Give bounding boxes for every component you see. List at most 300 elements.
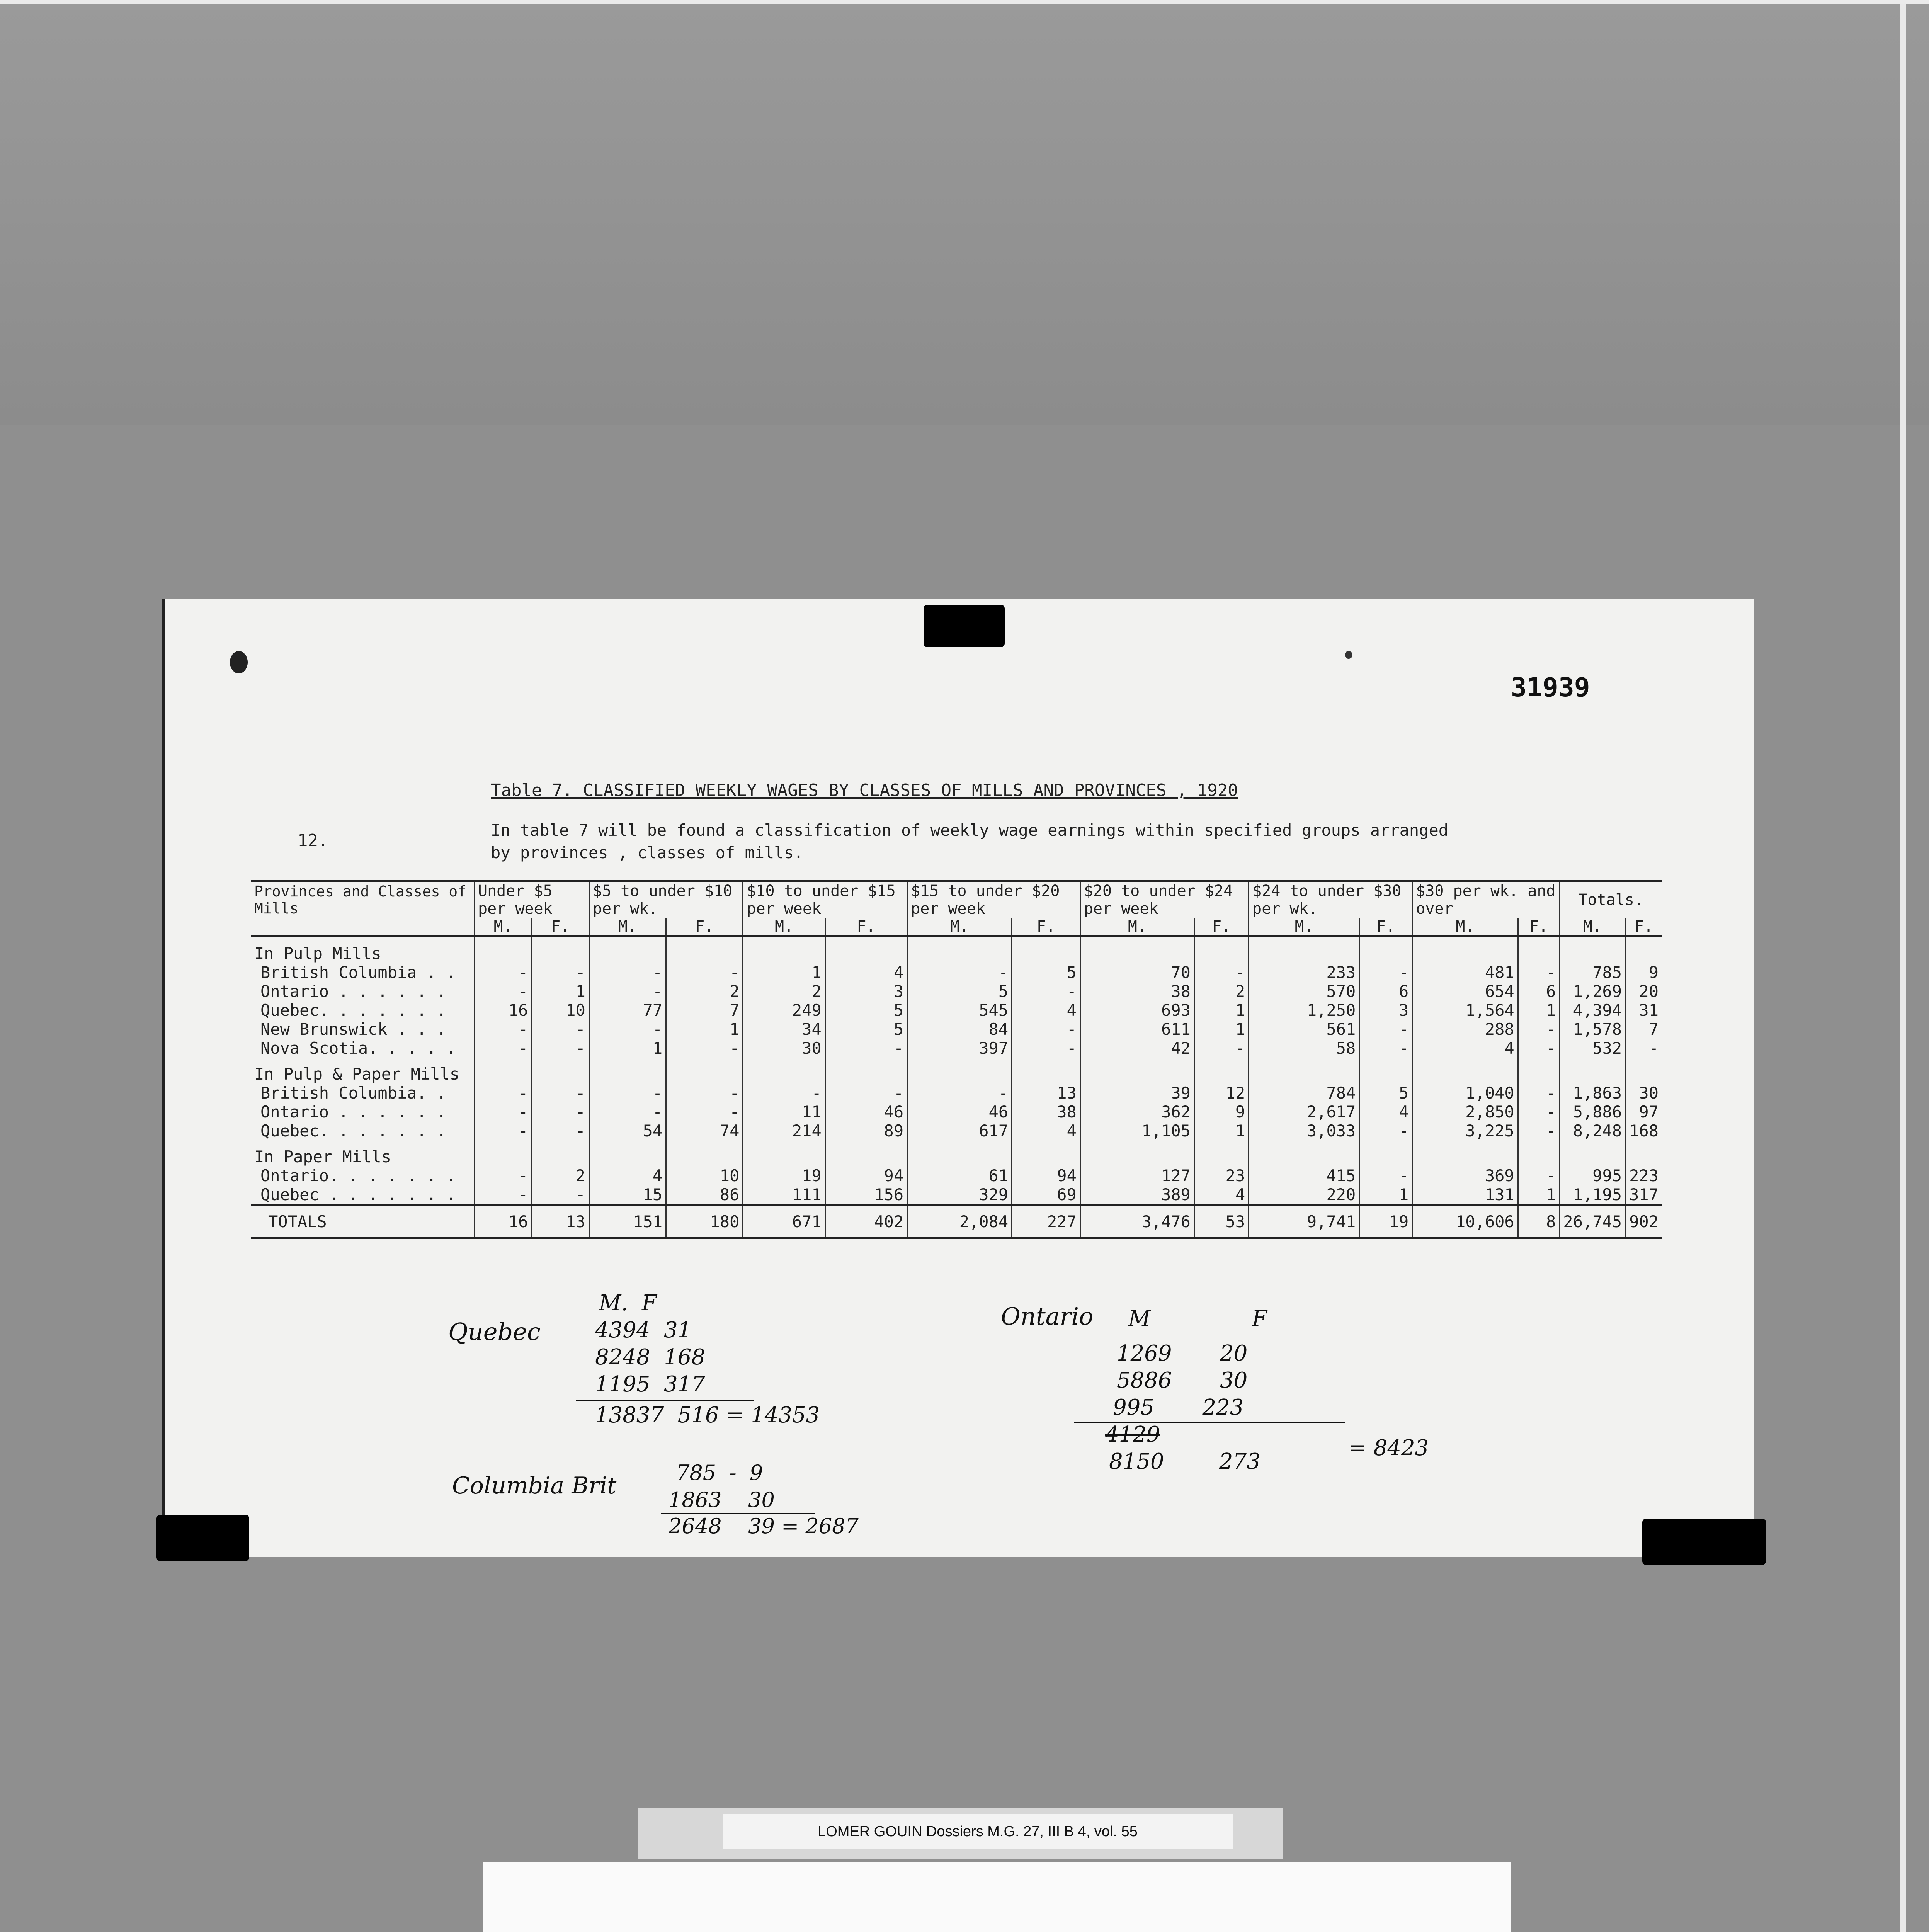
female-count-cell: - bbox=[1518, 1020, 1560, 1039]
male-count-cell: - bbox=[475, 982, 532, 1001]
province-name: Quebec. . . . . . . bbox=[260, 1121, 446, 1140]
ontario-total: = 8423 bbox=[1349, 1435, 1429, 1461]
male-count-cell: - bbox=[475, 963, 532, 982]
empty-cell bbox=[1012, 1058, 1080, 1083]
female-count-cell: - bbox=[666, 1102, 743, 1121]
male-count-cell: 693 bbox=[1080, 1001, 1194, 1020]
frame-top-edge bbox=[0, 0, 1929, 4]
female-count-cell: - bbox=[532, 963, 589, 982]
male-count-cell: 1,269 bbox=[1560, 982, 1626, 1001]
f-header: F. bbox=[825, 918, 907, 936]
province-name: Quebec. . . . . . . bbox=[260, 1001, 446, 1020]
female-count-cell: - bbox=[825, 1039, 907, 1058]
empty-cell bbox=[1560, 1058, 1626, 1083]
table-row bbox=[251, 1020, 1662, 1039]
male-total-cell: 3,476 bbox=[1080, 1205, 1194, 1238]
empty-cell bbox=[589, 936, 666, 963]
male-count-cell: 1,250 bbox=[1249, 1001, 1359, 1020]
male-count-cell: 617 bbox=[907, 1121, 1012, 1140]
male-count-cell: 561 bbox=[1249, 1020, 1359, 1039]
female-count-cell: 31 bbox=[1626, 1001, 1662, 1020]
female-count-cell: 89 bbox=[825, 1121, 907, 1140]
male-count-cell: 369 bbox=[1412, 1166, 1518, 1185]
male-count-cell: 3,033 bbox=[1249, 1121, 1359, 1140]
empty-cell bbox=[532, 936, 589, 963]
page-number: 12. bbox=[298, 831, 328, 850]
table-row bbox=[251, 1166, 1662, 1185]
backdrop bbox=[0, 0, 1929, 425]
male-count-cell: 570 bbox=[1249, 982, 1359, 1001]
empty-cell bbox=[1518, 936, 1560, 963]
group-header: Under $5 per week bbox=[475, 881, 589, 918]
table-row bbox=[251, 1185, 1662, 1205]
m-header: M. bbox=[475, 918, 532, 936]
table-row bbox=[251, 1039, 1662, 1058]
male-count-cell: 46 bbox=[907, 1102, 1012, 1121]
male-count-cell: - bbox=[743, 1083, 825, 1102]
m-header: M. bbox=[589, 918, 666, 936]
group-header: $10 to under $15 per week bbox=[743, 881, 907, 918]
empty-cell bbox=[532, 1058, 589, 1083]
male-count-cell: 15 bbox=[589, 1185, 666, 1205]
female-count-cell: 4 bbox=[825, 963, 907, 982]
male-count-cell: 545 bbox=[907, 1001, 1012, 1020]
male-count-cell: 42 bbox=[1080, 1039, 1194, 1058]
female-count-cell: - bbox=[1012, 982, 1080, 1001]
empty-cell bbox=[907, 1140, 1012, 1166]
male-count-cell: 3,225 bbox=[1412, 1121, 1518, 1140]
male-total-cell: 9,741 bbox=[1249, 1205, 1359, 1238]
male-count-cell: 30 bbox=[743, 1039, 825, 1058]
empty-cell bbox=[1194, 1140, 1249, 1166]
female-count-cell: - bbox=[666, 1039, 743, 1058]
male-count-cell: 329 bbox=[907, 1185, 1012, 1205]
male-count-cell: - bbox=[475, 1102, 532, 1121]
male-count-cell: - bbox=[475, 1166, 532, 1185]
female-count-cell: 1 bbox=[1359, 1185, 1412, 1205]
male-count-cell: 233 bbox=[1249, 963, 1359, 982]
female-count-cell: - bbox=[1194, 1039, 1249, 1058]
female-count-cell: - bbox=[1518, 1083, 1560, 1102]
archive-reference: LOMER GOUIN Dossiers M.G. 27, III B 4, vol. 55 bbox=[723, 1814, 1233, 1849]
section-row bbox=[251, 1140, 1662, 1166]
section-label: In Pulp Mills bbox=[254, 944, 381, 963]
empty-cell bbox=[1012, 936, 1080, 963]
female-count-cell: 3 bbox=[1359, 1001, 1412, 1020]
m-header: M. bbox=[1412, 918, 1518, 936]
male-count-cell: 784 bbox=[1249, 1083, 1359, 1102]
female-count-cell: - bbox=[1359, 1039, 1412, 1058]
female-count-cell: 13 bbox=[1012, 1083, 1080, 1102]
female-count-cell: - bbox=[1012, 1020, 1080, 1039]
ontario-label: Ontario bbox=[1001, 1302, 1094, 1330]
female-count-cell: 223 bbox=[1626, 1166, 1662, 1185]
female-count-cell: - bbox=[1518, 1121, 1560, 1140]
empty-cell bbox=[825, 1140, 907, 1166]
female-count-cell: 5 bbox=[825, 1020, 907, 1039]
male-count-cell: 77 bbox=[589, 1001, 666, 1020]
male-count-cell: 5 bbox=[907, 982, 1012, 1001]
female-total-cell: 227 bbox=[1012, 1205, 1080, 1238]
female-count-cell: 6 bbox=[1518, 982, 1560, 1001]
male-count-cell: - bbox=[475, 1039, 532, 1058]
empty-cell bbox=[475, 936, 532, 963]
empty-cell bbox=[825, 1058, 907, 1083]
male-count-cell: 2,850 bbox=[1412, 1102, 1518, 1121]
female-count-cell: 168 bbox=[1626, 1121, 1662, 1140]
group-header-row bbox=[251, 881, 1662, 918]
male-count-cell: 4 bbox=[1412, 1039, 1518, 1058]
empty-cell bbox=[589, 1140, 666, 1166]
columbia-line: 785 - 9 bbox=[676, 1461, 763, 1485]
female-count-cell: 4 bbox=[1359, 1102, 1412, 1121]
female-count-cell: 7 bbox=[1626, 1020, 1662, 1039]
female-count-cell: 20 bbox=[1626, 982, 1662, 1001]
male-count-cell: 995 bbox=[1560, 1166, 1626, 1185]
group-header: $20 to under $24 per week bbox=[1080, 881, 1249, 918]
male-count-cell: - bbox=[475, 1185, 532, 1205]
empty-cell bbox=[666, 1140, 743, 1166]
female-count-cell: - bbox=[1359, 1166, 1412, 1185]
empty-cell bbox=[475, 1140, 532, 1166]
province-name: British Columbia . . bbox=[260, 963, 456, 982]
m-header: M. bbox=[1080, 918, 1194, 936]
male-count-cell: 61 bbox=[907, 1166, 1012, 1185]
intro-text: In table 7 will be found a classification of weekly wage earnings within specified groups arranged by provinces , classes of mills. bbox=[491, 821, 1449, 862]
archive-stamp bbox=[483, 1862, 1511, 1932]
female-total-cell: 180 bbox=[666, 1205, 743, 1238]
section-row bbox=[251, 936, 1662, 963]
female-count-cell: - bbox=[825, 1083, 907, 1102]
female-count-cell: 5 bbox=[1359, 1083, 1412, 1102]
quebec-header: M. F bbox=[599, 1291, 657, 1316]
top-clip bbox=[924, 605, 1005, 647]
female-count-cell: 46 bbox=[825, 1102, 907, 1121]
province-name: Ontario . . . . . . bbox=[260, 1102, 446, 1121]
f-header: F. bbox=[666, 918, 743, 936]
male-count-cell: 397 bbox=[907, 1039, 1012, 1058]
columbia-line: 1863 30 bbox=[669, 1488, 775, 1512]
male-count-cell: 214 bbox=[743, 1121, 825, 1140]
m-header: M. bbox=[743, 918, 825, 936]
empty-cell bbox=[1560, 1140, 1626, 1166]
male-count-cell: 131 bbox=[1412, 1185, 1518, 1205]
female-count-cell: 5 bbox=[1012, 963, 1080, 982]
empty-cell bbox=[1359, 1058, 1412, 1083]
group-header: $24 to under $30 per wk. bbox=[1249, 881, 1412, 918]
stub-header-spacer bbox=[251, 918, 475, 936]
male-total-cell: 151 bbox=[589, 1205, 666, 1238]
ontario-line: 5886 30 bbox=[1117, 1368, 1248, 1393]
group-header: $15 to under $20 per week bbox=[907, 881, 1080, 918]
group-header: $5 to under $10 per wk. bbox=[589, 881, 743, 918]
quebec-line: 4394 31 bbox=[595, 1318, 692, 1343]
female-count-cell: - bbox=[1012, 1039, 1080, 1058]
ontario-sum: 8150 273 bbox=[1109, 1449, 1260, 1474]
table-row bbox=[251, 1083, 1662, 1102]
empty-cell bbox=[1626, 1058, 1662, 1083]
male-count-cell: 84 bbox=[907, 1020, 1012, 1039]
male-count-cell: 389 bbox=[1080, 1185, 1194, 1205]
male-count-cell: - bbox=[589, 1102, 666, 1121]
empty-cell bbox=[589, 1058, 666, 1083]
right-clip bbox=[1642, 1519, 1766, 1565]
female-count-cell: - bbox=[666, 1083, 743, 1102]
empty-cell bbox=[1412, 1140, 1518, 1166]
empty-cell bbox=[1012, 1140, 1080, 1166]
male-count-cell: - bbox=[589, 982, 666, 1001]
female-count-cell: 86 bbox=[666, 1185, 743, 1205]
empty-cell bbox=[1412, 936, 1518, 963]
male-count-cell: 1,105 bbox=[1080, 1121, 1194, 1140]
male-count-cell: 11 bbox=[743, 1102, 825, 1121]
male-count-cell: 4,394 bbox=[1560, 1001, 1626, 1020]
female-count-cell: - bbox=[1194, 963, 1249, 982]
male-count-cell: 38 bbox=[1080, 982, 1194, 1001]
empty-cell bbox=[907, 936, 1012, 963]
male-count-cell: 481 bbox=[1412, 963, 1518, 982]
female-count-cell: - bbox=[1518, 1039, 1560, 1058]
male-count-cell: 249 bbox=[743, 1001, 825, 1020]
f-header: F. bbox=[1626, 918, 1662, 936]
female-count-cell: 1 bbox=[1518, 1185, 1560, 1205]
f-header: F. bbox=[1359, 918, 1412, 936]
f-header: F. bbox=[532, 918, 589, 936]
male-count-cell: 1,564 bbox=[1412, 1001, 1518, 1020]
male-count-cell: 34 bbox=[743, 1020, 825, 1039]
female-count-cell: 2 bbox=[532, 1166, 589, 1185]
male-count-cell: 5,886 bbox=[1560, 1102, 1626, 1121]
female-count-cell: - bbox=[666, 963, 743, 982]
empty-cell bbox=[1080, 1140, 1194, 1166]
female-count-cell: 9 bbox=[1194, 1102, 1249, 1121]
female-count-cell: 94 bbox=[1012, 1166, 1080, 1185]
female-total-cell: 902 bbox=[1626, 1205, 1662, 1238]
ink-dot bbox=[1345, 651, 1352, 659]
male-count-cell: 1,863 bbox=[1560, 1083, 1626, 1102]
male-count-cell: 54 bbox=[589, 1121, 666, 1140]
female-count-cell: - bbox=[1359, 1020, 1412, 1039]
male-total-cell: 10,606 bbox=[1412, 1205, 1518, 1238]
female-count-cell: - bbox=[532, 1185, 589, 1205]
empty-cell bbox=[1080, 1058, 1194, 1083]
male-count-cell: - bbox=[907, 1083, 1012, 1102]
male-count-cell: 111 bbox=[743, 1185, 825, 1205]
columbia-label: Columbia Brit bbox=[452, 1472, 617, 1499]
totals-label: TOTALS bbox=[251, 1205, 475, 1238]
female-count-cell: 1 bbox=[1518, 1001, 1560, 1020]
sum-rule bbox=[576, 1400, 754, 1401]
female-total-cell: 13 bbox=[532, 1205, 589, 1238]
male-count-cell: - bbox=[475, 1020, 532, 1039]
male-count-cell: 785 bbox=[1560, 963, 1626, 982]
female-total-cell: 402 bbox=[825, 1205, 907, 1238]
female-count-cell: - bbox=[1359, 1121, 1412, 1140]
province-name: New Brunswick . . . bbox=[260, 1020, 446, 1039]
province-name: British Columbia. . bbox=[260, 1083, 446, 1102]
male-count-cell: 39 bbox=[1080, 1083, 1194, 1102]
table-row bbox=[251, 982, 1662, 1001]
quebec-label: Quebec bbox=[448, 1318, 541, 1346]
male-count-cell: - bbox=[475, 1121, 532, 1140]
female-count-cell: - bbox=[1626, 1039, 1662, 1058]
male-count-cell: 19 bbox=[743, 1166, 825, 1185]
empty-cell bbox=[1249, 1058, 1359, 1083]
female-count-cell: 97 bbox=[1626, 1102, 1662, 1121]
male-count-cell: - bbox=[475, 1083, 532, 1102]
table-body bbox=[251, 936, 1662, 1205]
empty-cell bbox=[743, 1140, 825, 1166]
group-header: $30 per wk. and over bbox=[1412, 881, 1560, 918]
female-count-cell: 1 bbox=[1194, 1121, 1249, 1140]
female-count-cell: - bbox=[1518, 1102, 1560, 1121]
frame-edge bbox=[1900, 0, 1906, 1932]
empty-cell bbox=[666, 936, 743, 963]
f-header: F. bbox=[1012, 918, 1080, 936]
male-count-cell: 2,617 bbox=[1249, 1102, 1359, 1121]
empty-cell bbox=[1412, 1058, 1518, 1083]
female-count-cell: 6 bbox=[1359, 982, 1412, 1001]
female-count-cell: 10 bbox=[666, 1166, 743, 1185]
female-count-cell: 1 bbox=[532, 982, 589, 1001]
male-count-cell: 415 bbox=[1249, 1166, 1359, 1185]
section-label: In Paper Mills bbox=[254, 1147, 391, 1166]
ontario-line: 995 223 bbox=[1113, 1395, 1244, 1420]
female-count-cell: - bbox=[532, 1102, 589, 1121]
quebec-line: 8248 168 bbox=[595, 1345, 706, 1370]
empty-cell bbox=[1359, 936, 1412, 963]
female-count-cell: - bbox=[532, 1121, 589, 1140]
empty-cell bbox=[1560, 936, 1626, 963]
wages-table bbox=[251, 880, 1662, 1239]
female-count-cell: 3 bbox=[825, 982, 907, 1001]
female-count-cell: - bbox=[532, 1020, 589, 1039]
male-total-cell: 2,084 bbox=[907, 1205, 1012, 1238]
empty-cell bbox=[1359, 1140, 1412, 1166]
province-name: Ontario. . . . . . . bbox=[260, 1166, 456, 1185]
female-count-cell: - bbox=[1518, 1166, 1560, 1185]
female-count-cell: 4 bbox=[1012, 1001, 1080, 1020]
female-count-cell: 69 bbox=[1012, 1185, 1080, 1205]
m-header: M. bbox=[907, 918, 1012, 936]
female-count-cell: 12 bbox=[1194, 1083, 1249, 1102]
male-count-cell: 288 bbox=[1412, 1020, 1518, 1039]
totals-row bbox=[251, 1205, 1662, 1238]
ontario-m: M bbox=[1128, 1306, 1151, 1331]
female-count-cell: 4 bbox=[1012, 1121, 1080, 1140]
male-count-cell: 8,248 bbox=[1560, 1121, 1626, 1140]
male-count-cell: 127 bbox=[1080, 1166, 1194, 1185]
empty-cell bbox=[1249, 1140, 1359, 1166]
female-count-cell: 5 bbox=[825, 1001, 907, 1020]
male-total-cell: 16 bbox=[475, 1205, 532, 1238]
left-clip bbox=[156, 1515, 249, 1561]
empty-cell bbox=[743, 936, 825, 963]
female-total-cell: 8 bbox=[1518, 1205, 1560, 1238]
female-count-cell: 2 bbox=[1194, 982, 1249, 1001]
table-row bbox=[251, 1001, 1662, 1020]
male-count-cell: 220 bbox=[1249, 1185, 1359, 1205]
female-count-cell: 1 bbox=[666, 1020, 743, 1039]
male-count-cell: 1,578 bbox=[1560, 1020, 1626, 1039]
female-count-cell: 156 bbox=[825, 1185, 907, 1205]
empty-cell bbox=[1626, 1140, 1662, 1166]
table-row bbox=[251, 1121, 1662, 1140]
mf-header-row bbox=[251, 918, 1662, 936]
female-count-cell: 74 bbox=[666, 1121, 743, 1140]
columbia-sum: 2648 39 = 2687 bbox=[669, 1514, 859, 1538]
ontario-struck: 4129 bbox=[1105, 1422, 1160, 1447]
male-total-cell: 671 bbox=[743, 1205, 825, 1238]
empty-cell bbox=[1626, 936, 1662, 963]
female-count-cell: 1 bbox=[1194, 1020, 1249, 1039]
empty-cell bbox=[1194, 1058, 1249, 1083]
province-name: Nova Scotia. . . . . bbox=[260, 1039, 456, 1058]
female-count-cell: 4 bbox=[1194, 1185, 1249, 1205]
ontario-f: F bbox=[1252, 1306, 1267, 1331]
document-number: 31939 bbox=[1511, 672, 1590, 703]
male-count-cell: - bbox=[589, 1020, 666, 1039]
f-header: F. bbox=[1518, 918, 1560, 936]
male-count-cell: 4 bbox=[589, 1166, 666, 1185]
section-label: In Pulp & Paper Mills bbox=[254, 1065, 460, 1083]
stub-header: Provinces and Classes of Mills bbox=[251, 881, 475, 918]
male-count-cell: 532 bbox=[1560, 1039, 1626, 1058]
empty-cell bbox=[1518, 1058, 1560, 1083]
female-total-cell: 19 bbox=[1359, 1205, 1412, 1238]
female-total-cell: 53 bbox=[1194, 1205, 1249, 1238]
male-count-cell: 1 bbox=[743, 963, 825, 982]
male-count-cell: - bbox=[907, 963, 1012, 982]
m-header: M. bbox=[1249, 918, 1359, 936]
female-count-cell: 317 bbox=[1626, 1185, 1662, 1205]
quebec-line: 1195 317 bbox=[595, 1372, 706, 1397]
empty-cell bbox=[1518, 1140, 1560, 1166]
empty-cell bbox=[532, 1140, 589, 1166]
empty-cell bbox=[1194, 936, 1249, 963]
female-count-cell: 10 bbox=[532, 1001, 589, 1020]
female-count-cell: 1 bbox=[1194, 1001, 1249, 1020]
female-count-cell: 23 bbox=[1194, 1166, 1249, 1185]
empty-cell bbox=[475, 1058, 532, 1083]
female-count-cell: 94 bbox=[825, 1166, 907, 1185]
female-count-cell: - bbox=[1359, 963, 1412, 982]
empty-cell bbox=[907, 1058, 1012, 1083]
male-count-cell: 1 bbox=[589, 1039, 666, 1058]
female-count-cell: 9 bbox=[1626, 963, 1662, 982]
male-count-cell: - bbox=[589, 1083, 666, 1102]
m-header: M. bbox=[1560, 918, 1626, 936]
male-count-cell: 611 bbox=[1080, 1020, 1194, 1039]
male-count-cell: 16 bbox=[475, 1001, 532, 1020]
table-row bbox=[251, 963, 1662, 982]
male-count-cell: - bbox=[589, 963, 666, 982]
female-count-cell: 2 bbox=[666, 982, 743, 1001]
province-name: Quebec . . . . . . . bbox=[260, 1185, 456, 1204]
male-count-cell: 1,040 bbox=[1412, 1083, 1518, 1102]
empty-cell bbox=[743, 1058, 825, 1083]
punch-hole bbox=[230, 651, 248, 673]
male-count-cell: 654 bbox=[1412, 982, 1518, 1001]
empty-cell bbox=[1249, 936, 1359, 963]
male-count-cell: 70 bbox=[1080, 963, 1194, 982]
male-count-cell: 362 bbox=[1080, 1102, 1194, 1121]
female-count-cell: 7 bbox=[666, 1001, 743, 1020]
ontario-line: 1269 20 bbox=[1117, 1341, 1248, 1366]
male-count-cell: 58 bbox=[1249, 1039, 1359, 1058]
female-count-cell: - bbox=[1518, 963, 1560, 982]
empty-cell bbox=[666, 1058, 743, 1083]
